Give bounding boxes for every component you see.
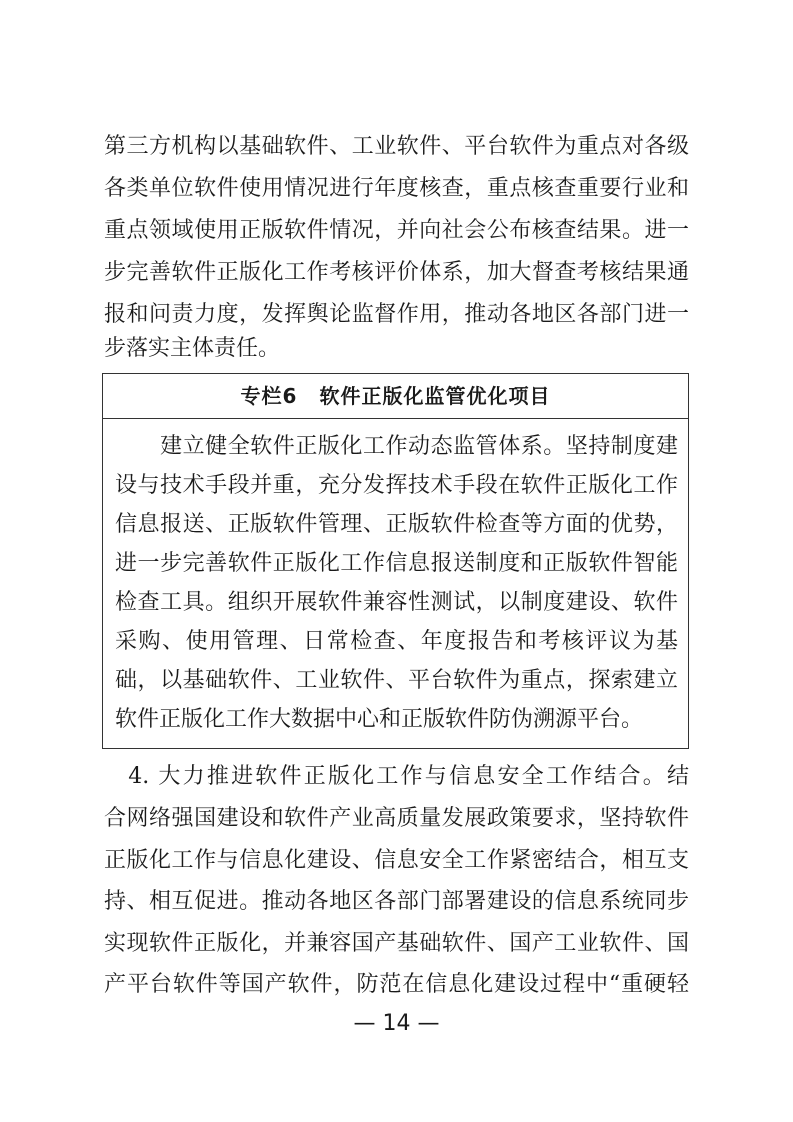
text-line: 实现软件正版化，并兼容国产基础软件、国产工业软件、国: [104, 931, 689, 956]
column-box-title: 软件正版化监管优化项目: [319, 384, 551, 408]
text-line: 软件正版化工作大数据中心和正版软件防伪溯源平台。: [115, 707, 644, 732]
text-line: 各类单位软件使用情况进行年度核查，重点核查重要行业和: [104, 176, 689, 201]
text-line: 产平台软件等国产软件，防范在信息化建设过程中“重硬轻: [104, 972, 689, 997]
text-line: 第三方机构以基础软件、工业软件、平台软件为重点对各级: [104, 134, 689, 159]
page-number: — 14 —: [353, 1011, 440, 1036]
text-line: 报和问责力度，发挥舆论监督作用，推动各地区各部门进一: [104, 302, 689, 327]
text-line: 合网络强国建设和软件产业高质量发展政策要求，坚持软件: [104, 806, 689, 831]
text-line: 检查工具。组织开展软件兼容性测试，以制度建设、软件: [115, 590, 678, 615]
text-line: 础，以基础软件、工业软件、平台软件为重点，探索建立: [115, 668, 678, 693]
text-line: 重点领域使用正版软件情况，并向社会公布核查结果。进一: [104, 218, 689, 243]
text-line: 信息报送、正版软件管理、正版软件检查等方面的优势，: [115, 512, 678, 537]
text-line: 步完善软件正版化工作考核评价体系，加大督查考核结果通: [104, 260, 689, 285]
column-box-label: 专栏6: [240, 384, 298, 408]
column-box-header: [103, 374, 688, 419]
column-box: [102, 373, 689, 749]
text-line: 正版化工作与信息化建设、信息安全工作紧密结合，相互支: [104, 848, 689, 873]
text-line: 进一步完善软件正版化工作信息报送制度和正版软件智能: [115, 551, 678, 576]
text-line: 持、相互促进。推动各地区各部门部署建设的信息系统同步: [104, 889, 689, 914]
text-line: 设与技术手段并重，充分发挥技术手段在软件正版化工作: [115, 473, 678, 498]
text-line: 建立健全软件正版化工作动态监管体系。坚持制度建: [115, 434, 678, 459]
text-line: 4. 大力推进软件正版化工作与信息安全工作结合。结: [104, 764, 689, 789]
text-line: 步落实主体责任。: [104, 336, 281, 361]
text-line: 采购、使用管理、日常检查、年度报告和考核评议为基: [115, 629, 678, 654]
